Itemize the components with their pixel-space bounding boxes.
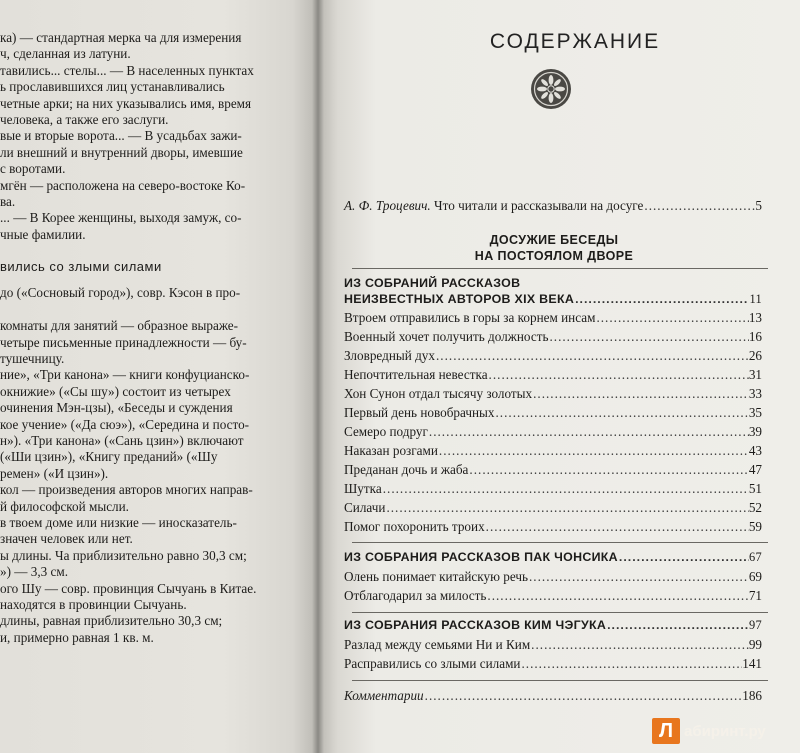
toc-entry[interactable]: Разлад между семьями Ни и Ким ..... 99: [344, 637, 762, 653]
toc-entry[interactable]: Первый день новобрачных ..... 35: [344, 405, 762, 421]
section-heading: [404, 232, 704, 264]
leader-dots: [520, 656, 742, 672]
leader-dots: [606, 618, 749, 632]
toc-group-3-title[interactable]: [344, 618, 762, 633]
note-line: ») — 3,3 см.: [0, 564, 69, 580]
note-line: комнаты для занятий — образное выраже-: [0, 318, 239, 334]
note-line: окнижие» («Сы шу») состоит из четырех: [0, 383, 231, 399]
note-line: ли внешний и внутренний дворы, имевшие: [0, 144, 243, 160]
leader-dots: [643, 198, 755, 214]
note-line: ... — В Корее женщины, выходя замуж, со-: [0, 210, 242, 226]
toc-title: СОДЕРЖАНИЕ: [489, 30, 661, 53]
toc-comments-title: Комментарии: [344, 688, 424, 703]
toc-group-2-title-text: ИЗ СОБРАНИЯ РАССКАЗОВ ПАК ЧОНСИКА: [344, 550, 618, 564]
divider: [352, 680, 768, 681]
note-line: в твоем доме или низкие — иносказатель-: [0, 514, 237, 530]
toc-group-2-title[interactable]: [344, 550, 762, 565]
leader-dots: [424, 688, 743, 704]
notes-block-b: [0, 285, 302, 646]
divider: [352, 542, 768, 543]
note-line: длины, равная приблизительно 30,3 см;: [0, 613, 223, 629]
note-line: вые и вторые ворота... — В усадьбах зажи-: [0, 128, 242, 144]
note-line: ка) — стандартная мерка ча для измерения: [0, 30, 242, 45]
note-line: с воротами.: [0, 161, 66, 177]
leader-dots: [548, 329, 748, 345]
note-line: находятся в провинции Сычуань.: [0, 596, 187, 612]
note-line: ва.: [0, 193, 16, 209]
note-line: значен человек или нет.: [0, 531, 133, 547]
note-line: четные арки; на них указывались имя, время: [0, 95, 252, 111]
toc-group-1-title[interactable]: [344, 292, 762, 307]
section-heading-line-2: НА ПОСТОЯЛОМ ДВОРЕ: [474, 249, 634, 263]
toc-entry[interactable]: Зловредный дух ..... 26: [344, 348, 762, 364]
leader-dots: [618, 550, 749, 564]
divider: [352, 612, 768, 613]
note-line: й философской мысли.: [0, 498, 129, 514]
note-line: («Ши цзин»), «Книгу преданий» («Шу: [0, 449, 218, 465]
note-line: четыре письменные принадлежности — бу-: [0, 334, 247, 350]
note-line: [0, 302, 302, 318]
toc-entry[interactable]: Шутка ..... 51: [344, 481, 762, 497]
toc-group-2-page: 67: [749, 550, 762, 564]
ornament-icon: [530, 68, 572, 110]
leader-dots: [595, 310, 748, 326]
notes-heading: вились со злыми силами: [0, 259, 162, 275]
note-line: ч, сделанная из латуни.: [0, 46, 131, 62]
toc-entry[interactable]: Втроем отправились в горы за корнем инсам ..... 13: [344, 310, 762, 326]
leader-dots: [532, 386, 749, 402]
leader-dots: [528, 569, 749, 585]
note-line: ние», «Три канона» — книги конфуцианско-: [0, 367, 250, 383]
toc-entry[interactable]: Олень понимает китайскую речь ..... 69: [344, 569, 762, 585]
labirint-watermark: [652, 716, 798, 746]
toc-intro-author: А. Ф. Троцевич.: [344, 198, 431, 213]
note-line: ремен» («И цзин»).: [0, 465, 109, 481]
labirint-logo-icon: Л: [652, 718, 680, 744]
note-line: ы длины. Ча приблизительно равно 30,3 см;: [0, 547, 247, 563]
note-line: чные фамилии.: [0, 226, 86, 242]
left-page: [0, 0, 318, 753]
toc-entry[interactable]: Преданан дочь и жаба ..... 47: [344, 462, 762, 478]
book-gutter: [312, 0, 324, 753]
leader-dots: [495, 405, 749, 421]
toc-group-1-title-line-2: НЕИЗВЕСТНЫХ АВТОРОВ XIX ВЕКА: [344, 292, 575, 306]
note-line: и, примерно равная 1 кв. м.: [0, 629, 154, 645]
leader-dots: [382, 481, 749, 497]
toc-entry[interactable]: Помог похоронить троих ..... 59: [344, 519, 762, 535]
toc-group-3-page: 97: [749, 618, 762, 632]
watermark-text: абиринт.ру: [684, 722, 766, 740]
note-line: до («Сосновый город»), совр. Кэсон в про-: [0, 285, 241, 301]
toc-entry[interactable]: Семеро подруг ..... 39: [344, 424, 762, 440]
note-line: тавились... стелы... — В населенных пунктах: [0, 62, 254, 78]
leader-dots: [530, 637, 749, 653]
toc-entry[interactable]: Отблагодарил за милость ..... 71: [344, 588, 762, 604]
toc-entry[interactable]: Расправились со злыми силами ..... 141: [344, 656, 762, 672]
toc-entry[interactable]: Непочтительная невестка ..... 31: [344, 367, 762, 383]
divider: [352, 268, 768, 269]
toc-comments-page: 186: [742, 688, 762, 703]
note-line: кое учение» («Да сюэ»), «Середина и посто-: [0, 416, 250, 432]
toc-entry[interactable]: Наказан розгами ..... 43: [344, 443, 762, 459]
toc-intro-title: Что читали и рассказывали на досуге: [434, 198, 644, 213]
section-heading-line-1: ДОСУЖИЕ БЕСЕДЫ: [489, 233, 619, 247]
leader-dots: [574, 292, 749, 306]
toc-comments-entry[interactable]: [344, 688, 762, 704]
toc-entry[interactable]: Силачи ..... 52: [344, 500, 762, 516]
note-line: человека, а также его заслуги.: [0, 111, 169, 127]
leader-dots: [485, 519, 749, 535]
leader-dots: [438, 443, 749, 459]
note-line: н»). «Три канона» («Сань цзин») включают: [0, 433, 244, 448]
toc-group-1-title-line-1: ИЗ СОБРАНИЙ РАССКАЗОВ: [344, 276, 521, 290]
toc-intro-page: 5: [755, 198, 762, 213]
leader-dots: [486, 588, 748, 604]
leader-dots: [435, 348, 749, 364]
leader-dots: [385, 500, 748, 516]
leader-dots: [428, 424, 749, 440]
note-line: ь прославившихся лиц устанавливались: [0, 79, 225, 95]
notes-block-a: [0, 30, 302, 243]
toc-intro-entry[interactable]: [344, 198, 762, 214]
toc-entry[interactable]: Хон Сунон отдал тысячу золотых ..... 33: [344, 386, 762, 402]
leader-dots: [488, 367, 749, 383]
left-page-text: [0, 30, 302, 646]
toc-group-3-title-text: ИЗ СОБРАНИЯ РАССКАЗОВ КИМ ЧЭГУКА: [344, 618, 607, 632]
toc-group-1-page: 11: [749, 292, 762, 306]
leader-dots: [468, 462, 748, 478]
toc-entry[interactable]: Военный хочет получить должность ..... 16: [344, 329, 762, 345]
note-line: тушечницу.: [0, 351, 65, 367]
note-line: ого Шу — совр. провинция Сычуань в Китае.: [0, 580, 257, 596]
note-line: очинения Мэн-цзы), «Беседы и суждения: [0, 400, 233, 416]
note-line: мгён — расположена на северо-востоке Ко-: [0, 177, 246, 193]
note-line: кол — произведения авторов многих направ-: [0, 482, 253, 498]
